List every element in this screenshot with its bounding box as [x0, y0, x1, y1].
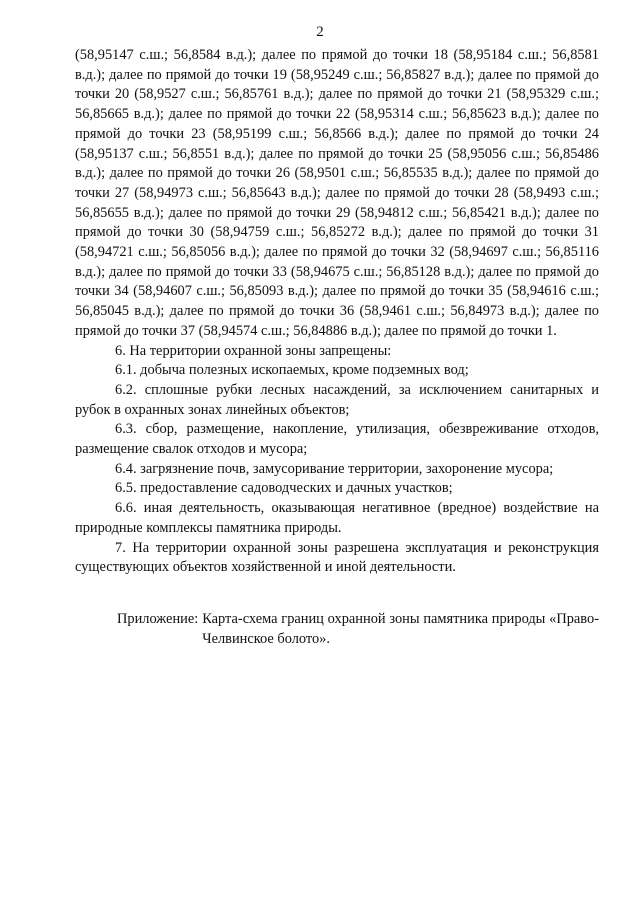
boundary-coordinates-paragraph: (58,95147 с.ш.; 56,8584 в.д.); далее по прямой до точки 18 (58,95184 с.ш.; 56,8581 в.д.); далее по прямой до точки 19 (58,95249 с.ш.; 56,85827 в.д.); далее по прямой до точки 20 (58,9527 с.ш.; 56,85761 в.д.); далее по прямой до точки 21 (58,95329 с.ш.; 56,85665 в.д.); далее по прямой до точки 22 (58,95314 с.ш.; 56,85623 в.д.); далее по прямой до точки 23 (58,95199 с.ш.; 56,8566 в.д.); далее по прямой до точки 24 (58,95137 с.ш.; 56,8551 в.д.); далее по прямой до точки 25 (58,95056 с.ш.; 56,85486 в.д.); далее по прямой до точки 26 (58,9501 с.ш.; 56,85535 в.д.); далее по прямой до точки 27 (58,94973 с.ш.; 56,85643 в.д.); далее по прямой до точки 28 (58,9493 с.ш.; 56,85655 в.д.); далее по прямой до точки 29 (58,94812 с.ш.; 56,85421 в.д.); далее по прямой до точки 30 (58,94759 с.ш.; 56,85272 в.д.); далее по прямой до точки 31 (58,94721 с.ш.; 56,85056 в.д.); далее по прямой до точки 32 (58,94697 с.ш.; 56,85116 в.д.); далее по прямой до точки 33 (58,94675 с.ш.; 56,85128 в.д.); далее по прямой до точки 34 (58,94607 с.ш.; 56,85093 в.д.); далее по прямой до точки 35 (58,94616 с.ш.; 56,85045 в.д.); далее по прямой до точки 36 (58,9461 с.ш.; 56,84973 в.д.); далее по прямой до точки 37 (58,94574 с.ш.; 56,84886 в.д.); далее по прямой до точки 1.	[75, 47, 599, 339]
appendix-text: Карта-схема границ охранной зоны памятника природы «Право-Челвинское болото».	[202, 611, 599, 647]
prohibition-item-6-5: 6.5. предоставление садоводческих и дачных участков;	[115, 480, 453, 497]
prohibition-item-6-6: 6.6. иная деятельность, оказывающая негативное (вредное) воздействие на природные комплексы памятника природы.	[75, 500, 599, 536]
prohibitions-heading: 6. На территории охранной зоны запрещены:	[115, 342, 392, 359]
prohibition-item-6-2: 6.2. сплошные рубки лесных насаждений, за исключением санитарных и рубок в охранных зонах линейных объектов;	[75, 381, 599, 418]
document-body	[75, 46, 599, 578]
prohibition-item-6-3: 6.3. сбор, размещение, накопление, утилизация, обезвреживание отходов, размещение свалок отходов и мусора;	[75, 421, 599, 458]
page-number: 2	[316, 24, 324, 40]
prohibition-item-6-1: 6.1. добыча полезных ископаемых, кроме подземных вод;	[115, 362, 469, 379]
permission-paragraph-7: 7. На территории охранной зоны разрешена эксплуатация и реконструкция существующих объектов хозяйственной и иной деятельности.	[75, 539, 599, 576]
prohibition-item-6-4: 6.4. загрязнение почв, замусоривание территории, захоронение мусора;	[115, 460, 554, 477]
appendix-block	[117, 610, 599, 649]
appendix-label: Приложение:	[117, 611, 199, 627]
